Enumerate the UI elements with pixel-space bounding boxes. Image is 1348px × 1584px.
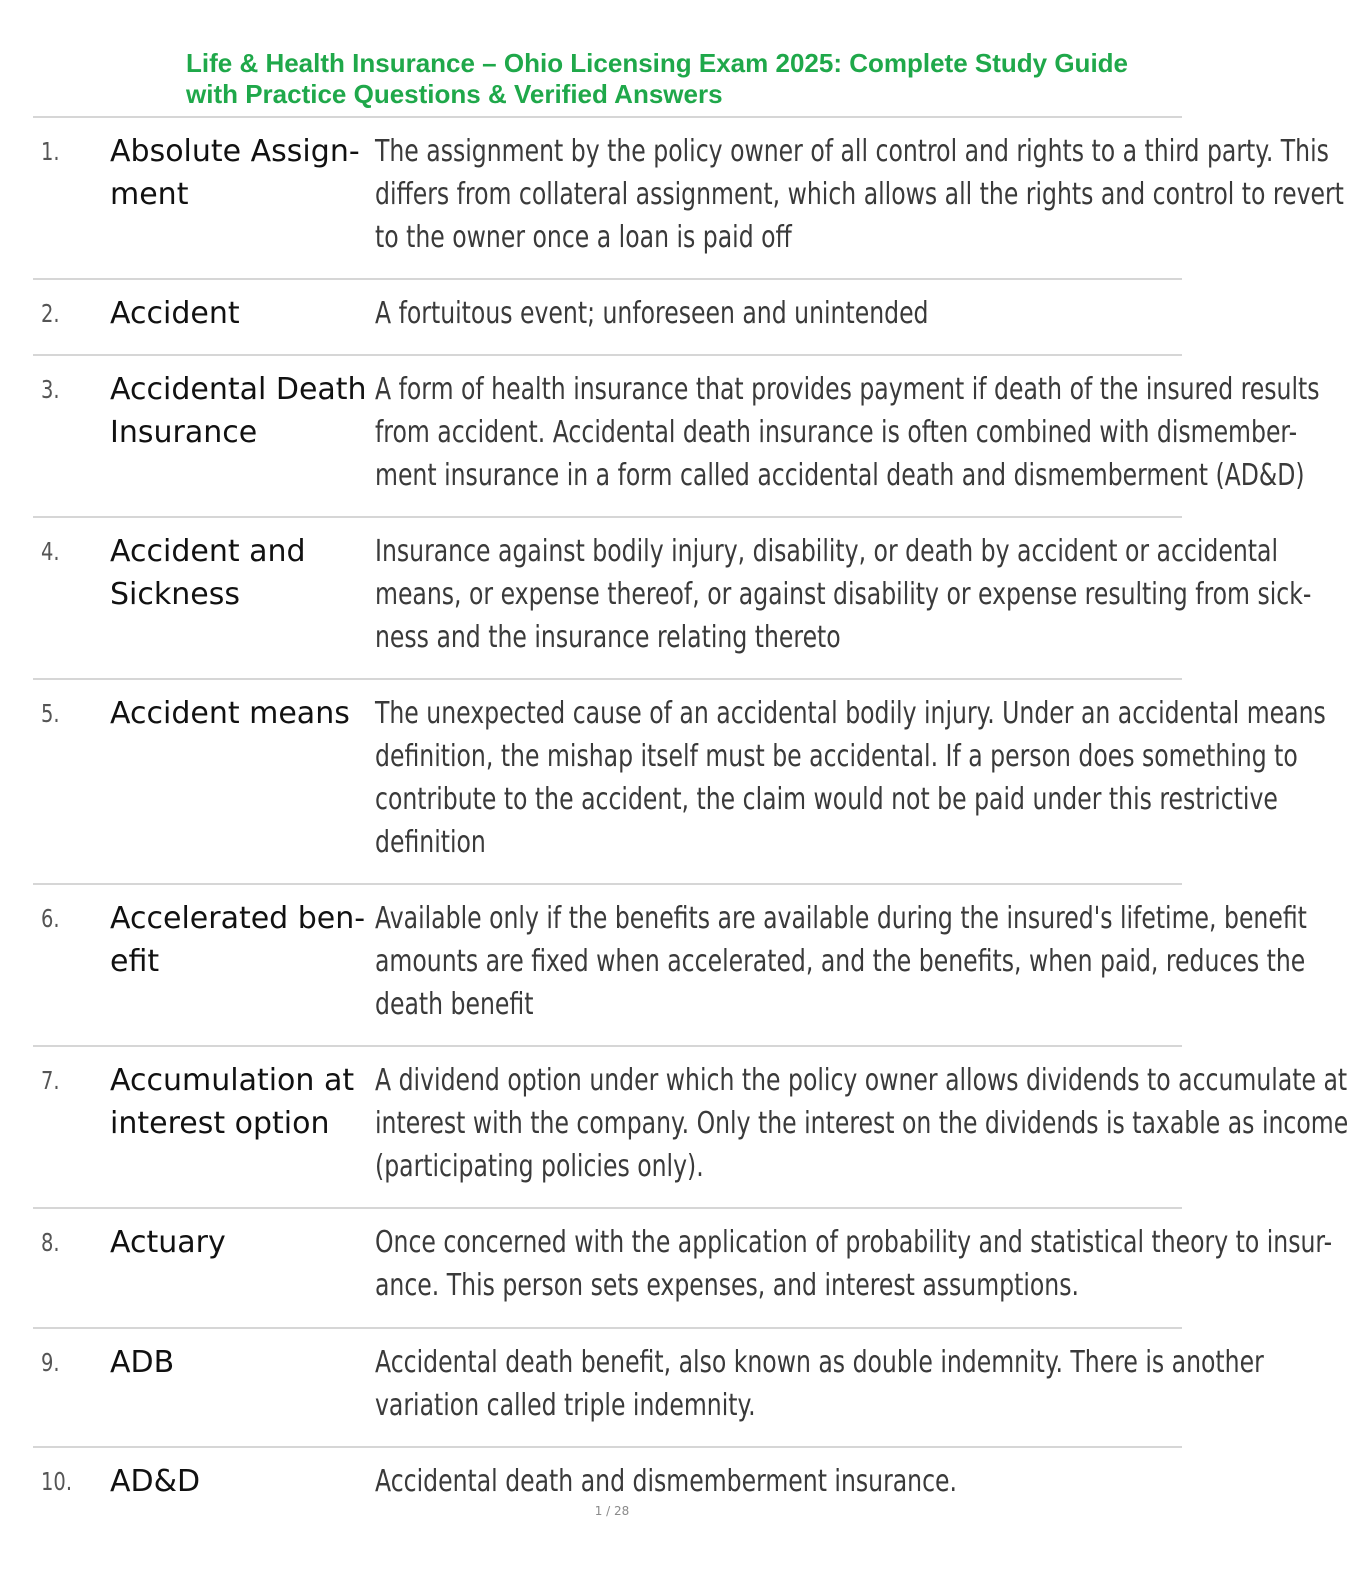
entry-definition-line: death benefit bbox=[375, 987, 534, 1022]
entry-definition bbox=[375, 692, 1326, 864]
entry-term-line: ADB bbox=[110, 1345, 175, 1380]
entry-term bbox=[110, 530, 372, 616]
glossary-row bbox=[33, 280, 1182, 356]
entry-definition-line: definition bbox=[375, 825, 486, 860]
entry-definition bbox=[375, 292, 1168, 335]
entry-definition-line: amounts are fixed when accelerated, and the benefits, when paid, reduces the bbox=[375, 944, 1306, 979]
entry-definition-line: from accident. Accidental death insurance is often combined with dismember- bbox=[375, 415, 1298, 450]
entry-definition-line: Accidental death benefit, also known as double indemnity. There is another bbox=[375, 1345, 1264, 1380]
entry-term bbox=[110, 1221, 372, 1264]
entry-term-line: efit bbox=[110, 944, 160, 979]
entry-number: 3. bbox=[41, 375, 60, 404]
entry-definition bbox=[375, 130, 1344, 259]
glossary-row bbox=[33, 1329, 1264, 1448]
entry-term-line: Accidental Death bbox=[110, 372, 367, 407]
title-line-1: Life & Health Insurance – Ohio Licensing Exam 2025: Complete Study Guide bbox=[186, 48, 1129, 78]
entry-definition-line: Available only if the benefits are available during the insured's lifetime, benefit bbox=[375, 901, 1307, 936]
entry-definition-line: A form of health insurance that provides payment if death of the insured results bbox=[375, 372, 1320, 407]
entry-term bbox=[110, 897, 372, 983]
entry-definition-line: A dividend option under which the policy owner allows dividends to accumulate at bbox=[375, 1063, 1348, 1098]
entry-number: 4. bbox=[41, 537, 60, 566]
entry-number: 9. bbox=[41, 1348, 60, 1377]
glossary-row bbox=[33, 885, 1307, 1047]
entry-number: 2. bbox=[41, 299, 60, 328]
entry-definition-line: differs from collateral assignment, which allows all the rights and control to revert bbox=[375, 177, 1344, 212]
entry-definition-line: to the owner once a loan is paid off bbox=[375, 220, 792, 255]
entry-term-line: Accumulation at bbox=[110, 1063, 355, 1098]
entry-term-line: AD&D bbox=[110, 1464, 201, 1499]
entry-definition-line: A fortuitous event; unforeseen and unintended bbox=[375, 296, 929, 331]
entry-definition-line: ment insurance in a form called accidental death and dismemberment (AD&D) bbox=[375, 458, 1305, 493]
entry-term bbox=[110, 692, 372, 735]
glossary-row bbox=[33, 518, 1312, 680]
entry-definition-line: (participating policies only). bbox=[375, 1149, 704, 1184]
entry-definition-line: definition, the mishap itself must be accidental. If a person does something to bbox=[375, 739, 1298, 774]
entry-term-line: Accelerated ben- bbox=[110, 901, 366, 936]
entry-definition-line: variation called triple indemnity. bbox=[375, 1388, 756, 1423]
entry-term-line: Sickness bbox=[110, 577, 240, 612]
entry-term bbox=[110, 1059, 372, 1145]
entry-term-line: interest option bbox=[110, 1106, 330, 1141]
entry-definition-line: The unexpected cause of an accidental bodily injury. Under an accidental means bbox=[375, 696, 1326, 731]
entry-definition-line: Insurance against bodily injury, disability, or death by accident or accidental bbox=[375, 534, 1278, 569]
entry-definition-line: interest with the company. Only the interest on the dividends is taxable as income bbox=[375, 1106, 1348, 1141]
entry-term-line: ment bbox=[110, 177, 189, 212]
entry-number: 5. bbox=[41, 699, 60, 728]
entry-term bbox=[110, 368, 372, 454]
entry-term-line: Accident means bbox=[110, 696, 350, 731]
glossary-row bbox=[33, 680, 1326, 885]
entry-definition bbox=[375, 1059, 1348, 1188]
entry-term-line: Accident bbox=[110, 296, 240, 331]
title-line-2: with Practice Questions & Verified Answers bbox=[186, 79, 723, 109]
entry-definition-line: Once concerned with the application of probability and statistical theory to insur- bbox=[375, 1225, 1333, 1260]
entry-term-line: Accident and bbox=[110, 534, 306, 569]
entry-number: 10. bbox=[41, 1467, 73, 1496]
entry-definition bbox=[375, 1341, 1264, 1427]
entry-term-line: Insurance bbox=[110, 415, 258, 450]
glossary-row bbox=[33, 1448, 1182, 1548]
entry-term bbox=[110, 292, 372, 335]
entry-number: 6. bbox=[41, 904, 60, 933]
entry-definition-line: ness and the insurance relating thereto bbox=[375, 620, 841, 655]
entry-definition-line: contribute to the accident, the claim would not be paid under this restrictive bbox=[375, 782, 1278, 817]
entry-definition bbox=[375, 1221, 1333, 1307]
entry-term bbox=[110, 1460, 372, 1503]
entry-definition-line: means, or expense thereof, or against disability or expense resulting from sick- bbox=[375, 577, 1312, 612]
entry-term-line: Actuary bbox=[110, 1225, 226, 1260]
entry-definition bbox=[375, 368, 1320, 497]
glossary-row bbox=[33, 118, 1344, 280]
entry-number: 1. bbox=[41, 137, 60, 166]
entry-term bbox=[110, 1341, 372, 1384]
entry-definition bbox=[375, 530, 1312, 659]
entry-definition-line: ance. This person sets expenses, and interest assumptions. bbox=[375, 1268, 1079, 1303]
entry-definition-line: The assignment by the policy owner of all control and rights to a third party. This bbox=[375, 134, 1329, 169]
glossary-row bbox=[33, 356, 1320, 518]
entry-definition bbox=[375, 1460, 1168, 1503]
entry-number: 8. bbox=[41, 1228, 60, 1257]
entry-definition bbox=[375, 897, 1307, 1026]
entry-term-line: Absolute Assign- bbox=[110, 134, 360, 169]
page-indicator: 1 / 28 bbox=[594, 1504, 630, 1518]
glossary-row bbox=[33, 1047, 1348, 1209]
entry-definition-line: Accidental death and dismemberment insurance. bbox=[375, 1464, 958, 1499]
entry-number: 7. bbox=[41, 1066, 60, 1095]
glossary-table bbox=[33, 118, 1348, 1548]
glossary-row bbox=[33, 1209, 1333, 1329]
document-title bbox=[186, 48, 1196, 110]
entry-term bbox=[110, 130, 372, 216]
